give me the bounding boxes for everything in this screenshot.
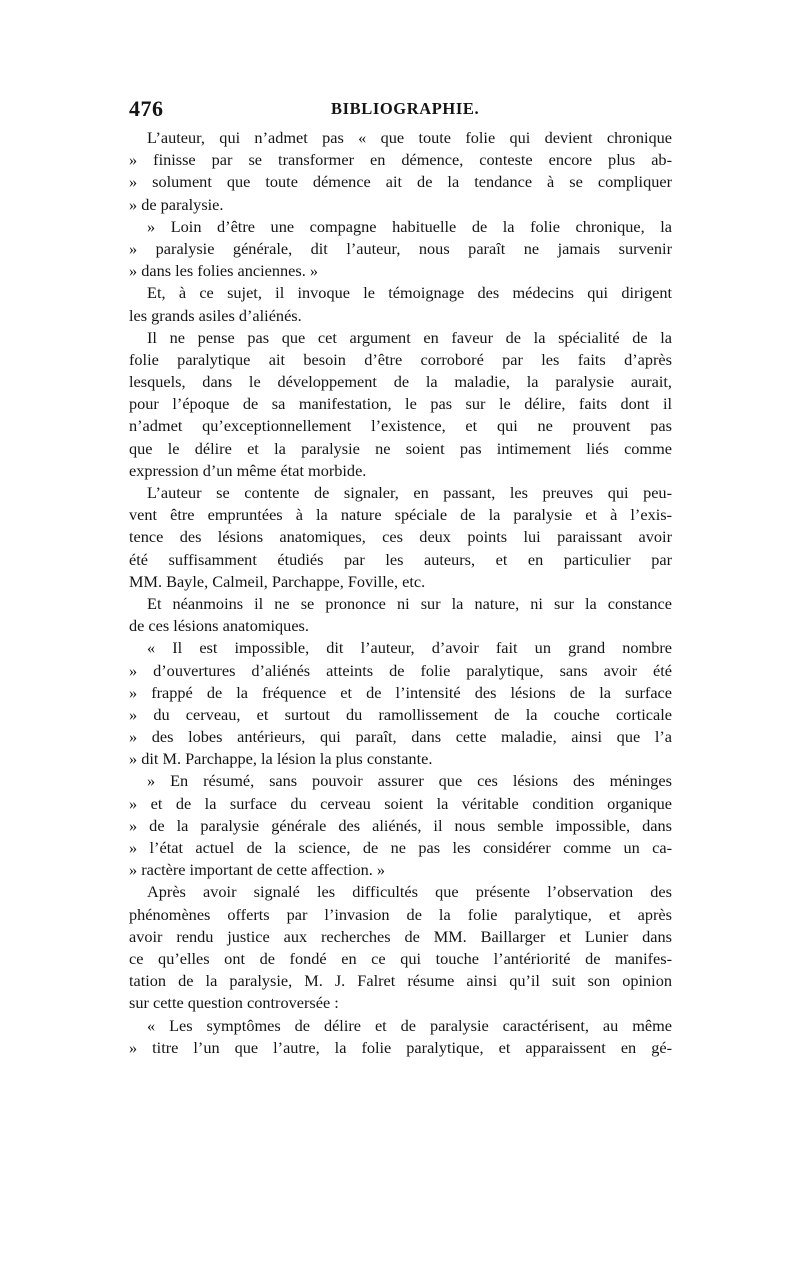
text-line: » et de la surface du cerveau soient la véritable condition organique	[129, 793, 672, 813]
text-line: Et néanmoins il ne se prononce ni sur la nature, ni sur la constance	[147, 593, 672, 613]
text-line: L’auteur, qui n’admet pas « que toute folie qui devient chronique	[147, 128, 672, 147]
text-line: Et, à ce sujet, il invoque le témoignage des médecins qui dirigent	[147, 283, 672, 303]
text-line: » En résumé, sans pouvoir assurer que ces lésions des méninges	[147, 771, 672, 791]
text-line: n’admet qu’exceptionnellement l’existence, et qui ne prouvent pas	[129, 416, 672, 436]
text-line: » paralysie générale, dit l’auteur, nous paraît ne jamais survenir	[129, 238, 672, 258]
text-line: folie paralytique ait besoin d’être corroboré par les faits d’après	[129, 349, 672, 369]
text-line: phénomènes offerts par l’invasion de la folie paralytique, et après	[129, 904, 672, 924]
text-line: » de la paralysie générale des aliénés, il nous semble impossible, dans	[129, 815, 672, 835]
text-line: vent être empruntées à la nature spéciale de la paralysie et à l’exis-	[129, 505, 672, 525]
text-line: « Il est impossible, dit l’auteur, d’avoir fait un grand nombre	[147, 638, 672, 658]
text-line: » dans les folies anciennes. »	[129, 261, 318, 281]
text-line: » ractère important de cette affection. »	[129, 860, 386, 880]
page-number: 476	[129, 96, 164, 121]
text-line: pour l’époque de sa manifestation, le pas sur le délire, faits dont il	[129, 394, 672, 414]
text-line: ce qu’elles ont de fondé en ce qui touche l’antériorité de manifes-	[129, 948, 672, 968]
text-line: Il ne pense pas que cet argument en faveur de la spécialité de la	[147, 327, 672, 347]
text-line: sur cette question controversée :	[129, 993, 339, 1013]
body-text	[129, 127, 672, 1059]
text-line: les grands asiles d’aliénés.	[129, 305, 302, 325]
text-line: été suffisamment étudiés par les auteurs, et en particulier par	[129, 549, 672, 569]
text-line: lesquels, dans le développement de la maladie, la paralysie aurait,	[129, 372, 672, 392]
text-line: expression d’un même état morbide.	[129, 460, 367, 480]
text-line: Après avoir signalé les difficultés que présente l’observation des	[147, 882, 672, 902]
text-line: » titre l’un que l’autre, la folie paralytique, et apparaissent en gé-	[129, 1037, 672, 1057]
text-line: avoir rendu justice aux recherches de MM. Baillarger et Lunier dans	[129, 926, 672, 946]
page-header	[129, 96, 672, 122]
text-line: » de paralysie.	[129, 194, 224, 214]
text-line: « Les symptômes de délire et de paralysie caractérisent, au même	[147, 1015, 672, 1035]
text-line: » Loin d’être une compagne habituelle de la folie chronique, la	[147, 216, 672, 236]
text-line: MM. Bayle, Calmeil, Parchappe, Foville, etc.	[129, 571, 426, 591]
text-line: » solument que toute démence ait de la tendance à se compliquer	[129, 172, 672, 192]
text-line: de ces lésions anatomiques.	[129, 616, 309, 636]
text-line: » des lobes antérieurs, qui paraît, dans cette maladie, ainsi que l’a	[129, 727, 672, 747]
text-line: tence des lésions anatomiques, ces deux points lui paraissant avoir	[129, 527, 672, 547]
text-line: » frappé de la fréquence et de l’intensité des lésions de la surface	[129, 682, 672, 702]
text-line: » dit M. Parchappe, la lésion la plus constante.	[129, 749, 433, 769]
text-line: que le délire et la paralysie ne soient pas intimement liés comme	[129, 438, 672, 458]
text-line: » d’ouvertures d’aliénés atteints de folie paralytique, sans avoir été	[129, 660, 672, 680]
running-title: BIBLIOGRAPHIE.	[331, 99, 480, 118]
text-line: tation de la paralysie, M. J. Falret résume ainsi qu’il suit son opinion	[129, 971, 672, 991]
text-line: » finisse par se transformer en démence, conteste encore plus ab-	[129, 150, 672, 170]
text-line: » du cerveau, et surtout du ramollissement de la couche corticale	[129, 704, 672, 724]
text-line: » l’état actuel de la science, de ne pas les considérer comme un ca-	[129, 838, 672, 857]
text-line: L’auteur se contente de signaler, en passant, les preuves qui peu-	[147, 483, 672, 502]
